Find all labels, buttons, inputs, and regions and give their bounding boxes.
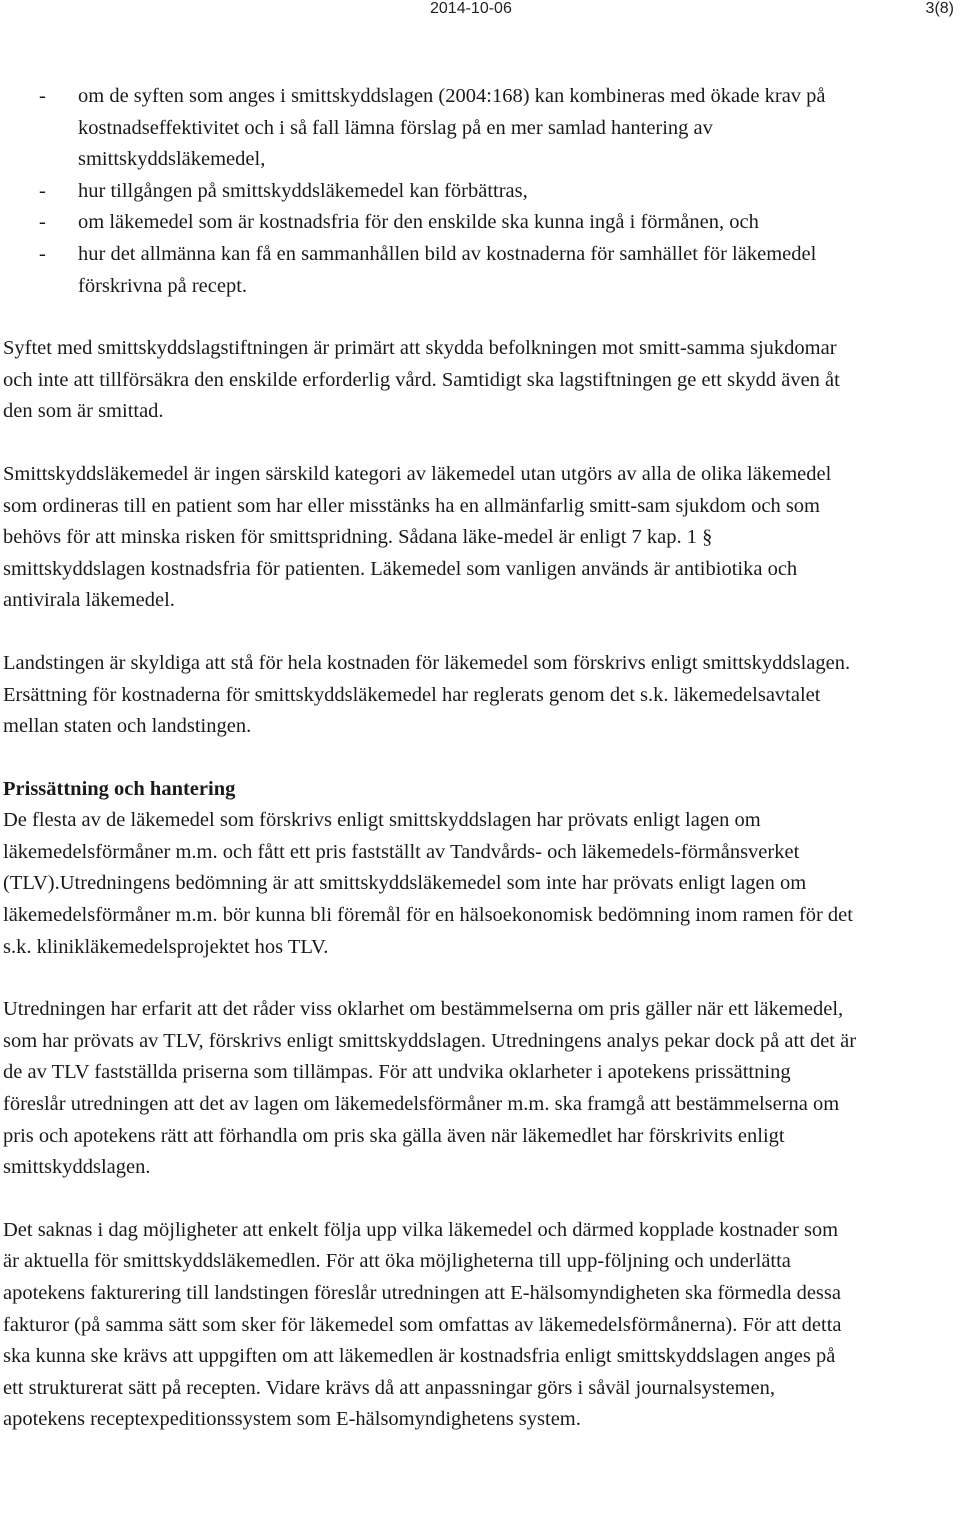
paragraph-tlv-assessment: De flesta av de läkemedel som förskrivs enligt smittskyddslagen har prövats enligt lagen om läkemedelsförmåner m.m. och fått ett pris fastställt av Tandvårds- och läkemedels-förmånsverket (TLV).Utredningens bedömning är att smittskyddsläkemedel som inte har prövats enligt lagen om läkemedelsförmåner m.m. bör kunna bli föremål för en hälsoekonomisk bedömning inom ramen för det s.k. klinikläkemedelsprojektet hos TLV. (3, 809, 853, 958)
bullet-dash: - (39, 242, 46, 265)
bullet-item (3, 81, 858, 176)
paragraph-invoicing: Det saknas i dag möjligheter att enkelt följa upp vilka läkemedel och därmed kopplade kostnader som är aktuella för smittskyddsläkemedlen. För att öka möjligheterna till upp-följning och underlätta apotekens fakturering till landstingen föreslår utredningen att E-hälsomyndigheten ska förmedla dessa fakturor (på samma sätt som sker för läkemedel som omfattas av läkemedelsförmånerna). För att detta ska kunna ske krävs att uppgiften om att läkemedlen är kostnadsfria enligt smittskyddslagen anges på ett strukturerat sätt på recepten. Vidare krävs då att anpassningar görs i såväl journalsystemen, apotekens receptexpeditionssystem som E-hälsomyndighetens system. (3, 1218, 842, 1431)
paragraph-purpose: Syftet med smittskyddslagstiftningen är primärt att skydda befolkningen mot smitt-samma sjukdomar och inte att tillförsäkra den enskilde erforderlig vård. Samtidigt ska lagstiftningen ge ett skydd även åt den som är smittad. (3, 337, 840, 423)
bullet-text: om läkemedel som är kostnadsfria för den enskilde ska kunna ingå i förmånen, och (78, 211, 759, 234)
page-header (0, 0, 960, 24)
section-heading: Prissättning och hantering (3, 777, 236, 800)
section-pricing (3, 774, 858, 964)
paragraph-definition: Smittskyddsläkemedel är ingen särskild kategori av läkemedel utan utgörs av alla de olika läkemedel som ordineras till en patient som har eller misstänks ha en allmänfarlig smitt-sam sjukdom och som behövs för att minska risken för smittspridning. Sådana läke-medel är enligt 7 kap. 1 § smittskyddslagen kostnadsfria för patienten. Läkemedel som vanligen används är antibiotika och antivirala läkemedel. (3, 462, 832, 612)
header-date: 2014-10-06 (430, 0, 512, 17)
paragraph-price-rules: Utredningen har erfarit att det råder viss oklarhet om bestämmelserna om pris gäller när ett läkemedel, som har prövats av TLV, förskrivs enligt smittskyddslagen. Utredningens analys pekar dock på att det är de av TLV fastställda priserna som tillämpas. För att undvika oklarheter i apotekens prissättning föreslår utredningen att det av lagen om läkemedelsförmåner m.m. ska framgå att bestämmelserna om pris och apotekens rätt att förhandla om pris ska gälla även när läkemedlet har förskrivits enligt smittskyddslagen. (3, 998, 857, 1179)
paragraph-county-costs: Landstingen är skyldiga att stå för hela kostnaden för läkemedel som förskrivs enligt smittskyddslagen. Ersättning för kostnaderna för smittskyddsläkemedel har reglerats genom det s.k. läkemedelsavtalet mellan staten och landstingen. (3, 651, 851, 738)
bullet-text: hur tillgången på smittskyddsläkemedel kan förbättras, (78, 179, 528, 202)
document-body (3, 81, 858, 1436)
bullet-dash: - (39, 211, 46, 234)
bullet-dash: - (39, 179, 46, 202)
bullet-item (3, 176, 858, 208)
bullet-dash: - (39, 85, 46, 107)
bullet-text: om de syften som anges i smittskyddslagen (2004:168) kan kombineras med ökade krav på kostnadseffektivitet och i så fall lämna förslag på en mer samlad hantering av smittskyddsläkemedel, (78, 85, 826, 171)
bullet-item (3, 207, 858, 239)
bullet-item (3, 239, 858, 302)
bullet-list (3, 81, 858, 302)
header-page-number: 3(8) (925, 0, 954, 17)
bullet-text: hur det allmänna kan få en sammanhållen bild av kostnaderna för samhället för läkemedel förskrivna på recept. (78, 242, 817, 297)
